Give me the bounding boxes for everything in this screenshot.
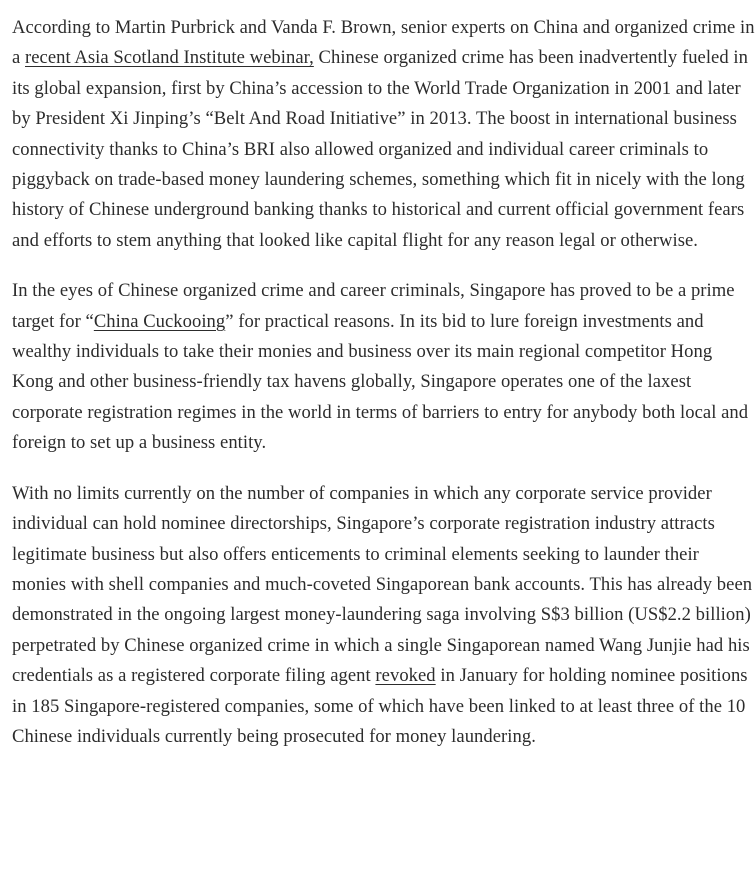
revoked-link[interactable]: revoked [375,665,436,687]
article-paragraph [12,13,756,256]
article-paragraph [12,479,756,753]
article-body [12,13,756,772]
paragraph-text: Chinese organized crime has been inadvertently fueled in its global expansion, first by China’s accession to the World Trade Organization in 2001 and later by President Xi Jinping’s “Belt And Road Initiative” in 2013. The boost in international business connectivity thanks to China’s BRI also allowed organized and individual career criminals to piggyback on trade-based money laundering schemes, something which fit in nicely with the long history of Chinese underground banking thanks to historical and current official government fears and efforts to stem anything that looked like capital flight for any reason legal or otherwise. [12,47,748,251]
paragraph-text: With no limits currently on the number of companies in which any corporate service provider individual can hold nominee directorships, Singapore’s corporate registration industry attracts legitimate business but also offers enticements to criminal elements seeking to launder their monies with shell companies and much-coveted Singaporean bank accounts. This has already been demonstrated in the ongoing largest money-laundering saga involving S$3 billion (US$2.2 billion) perpetrated by Chinese organized crime in which a single Singaporean named Wang Junjie had his credentials as a registered corporate filing agent [12,482,753,687]
asia-scotland-webinar-link[interactable]: recent Asia Scotland Institute webinar, [25,47,314,69]
paragraph-text: in January for holding nominee positions in 185 Singapore-registered companies, some of which have been linked to at least three of the 10 Chinese individuals currently being prosecuted for money laundering. [12,665,748,747]
paragraph-text: According to Martin Purbrick and Vanda F. Brown, senior experts on China and organized crime in a [12,17,755,69]
article-paragraph [12,276,756,458]
paragraph-text: In the eyes of Chinese organized crime and career criminals, Singapore has proved to be a prime target for “ [12,280,735,332]
china-cuckooing-link[interactable]: China Cuckooing [93,310,226,332]
paragraph-text: ” for practical reasons. In its bid to lure foreign investments and wealthy individuals to take their monies and business over its main regional competitor Hong Kong and other business-friendly tax havens globally, Singapore operates one of the laxest corporate registration regimes in the world in terms of barriers to entry for anybody both local and foreign to set up a business entity. [12,310,749,454]
